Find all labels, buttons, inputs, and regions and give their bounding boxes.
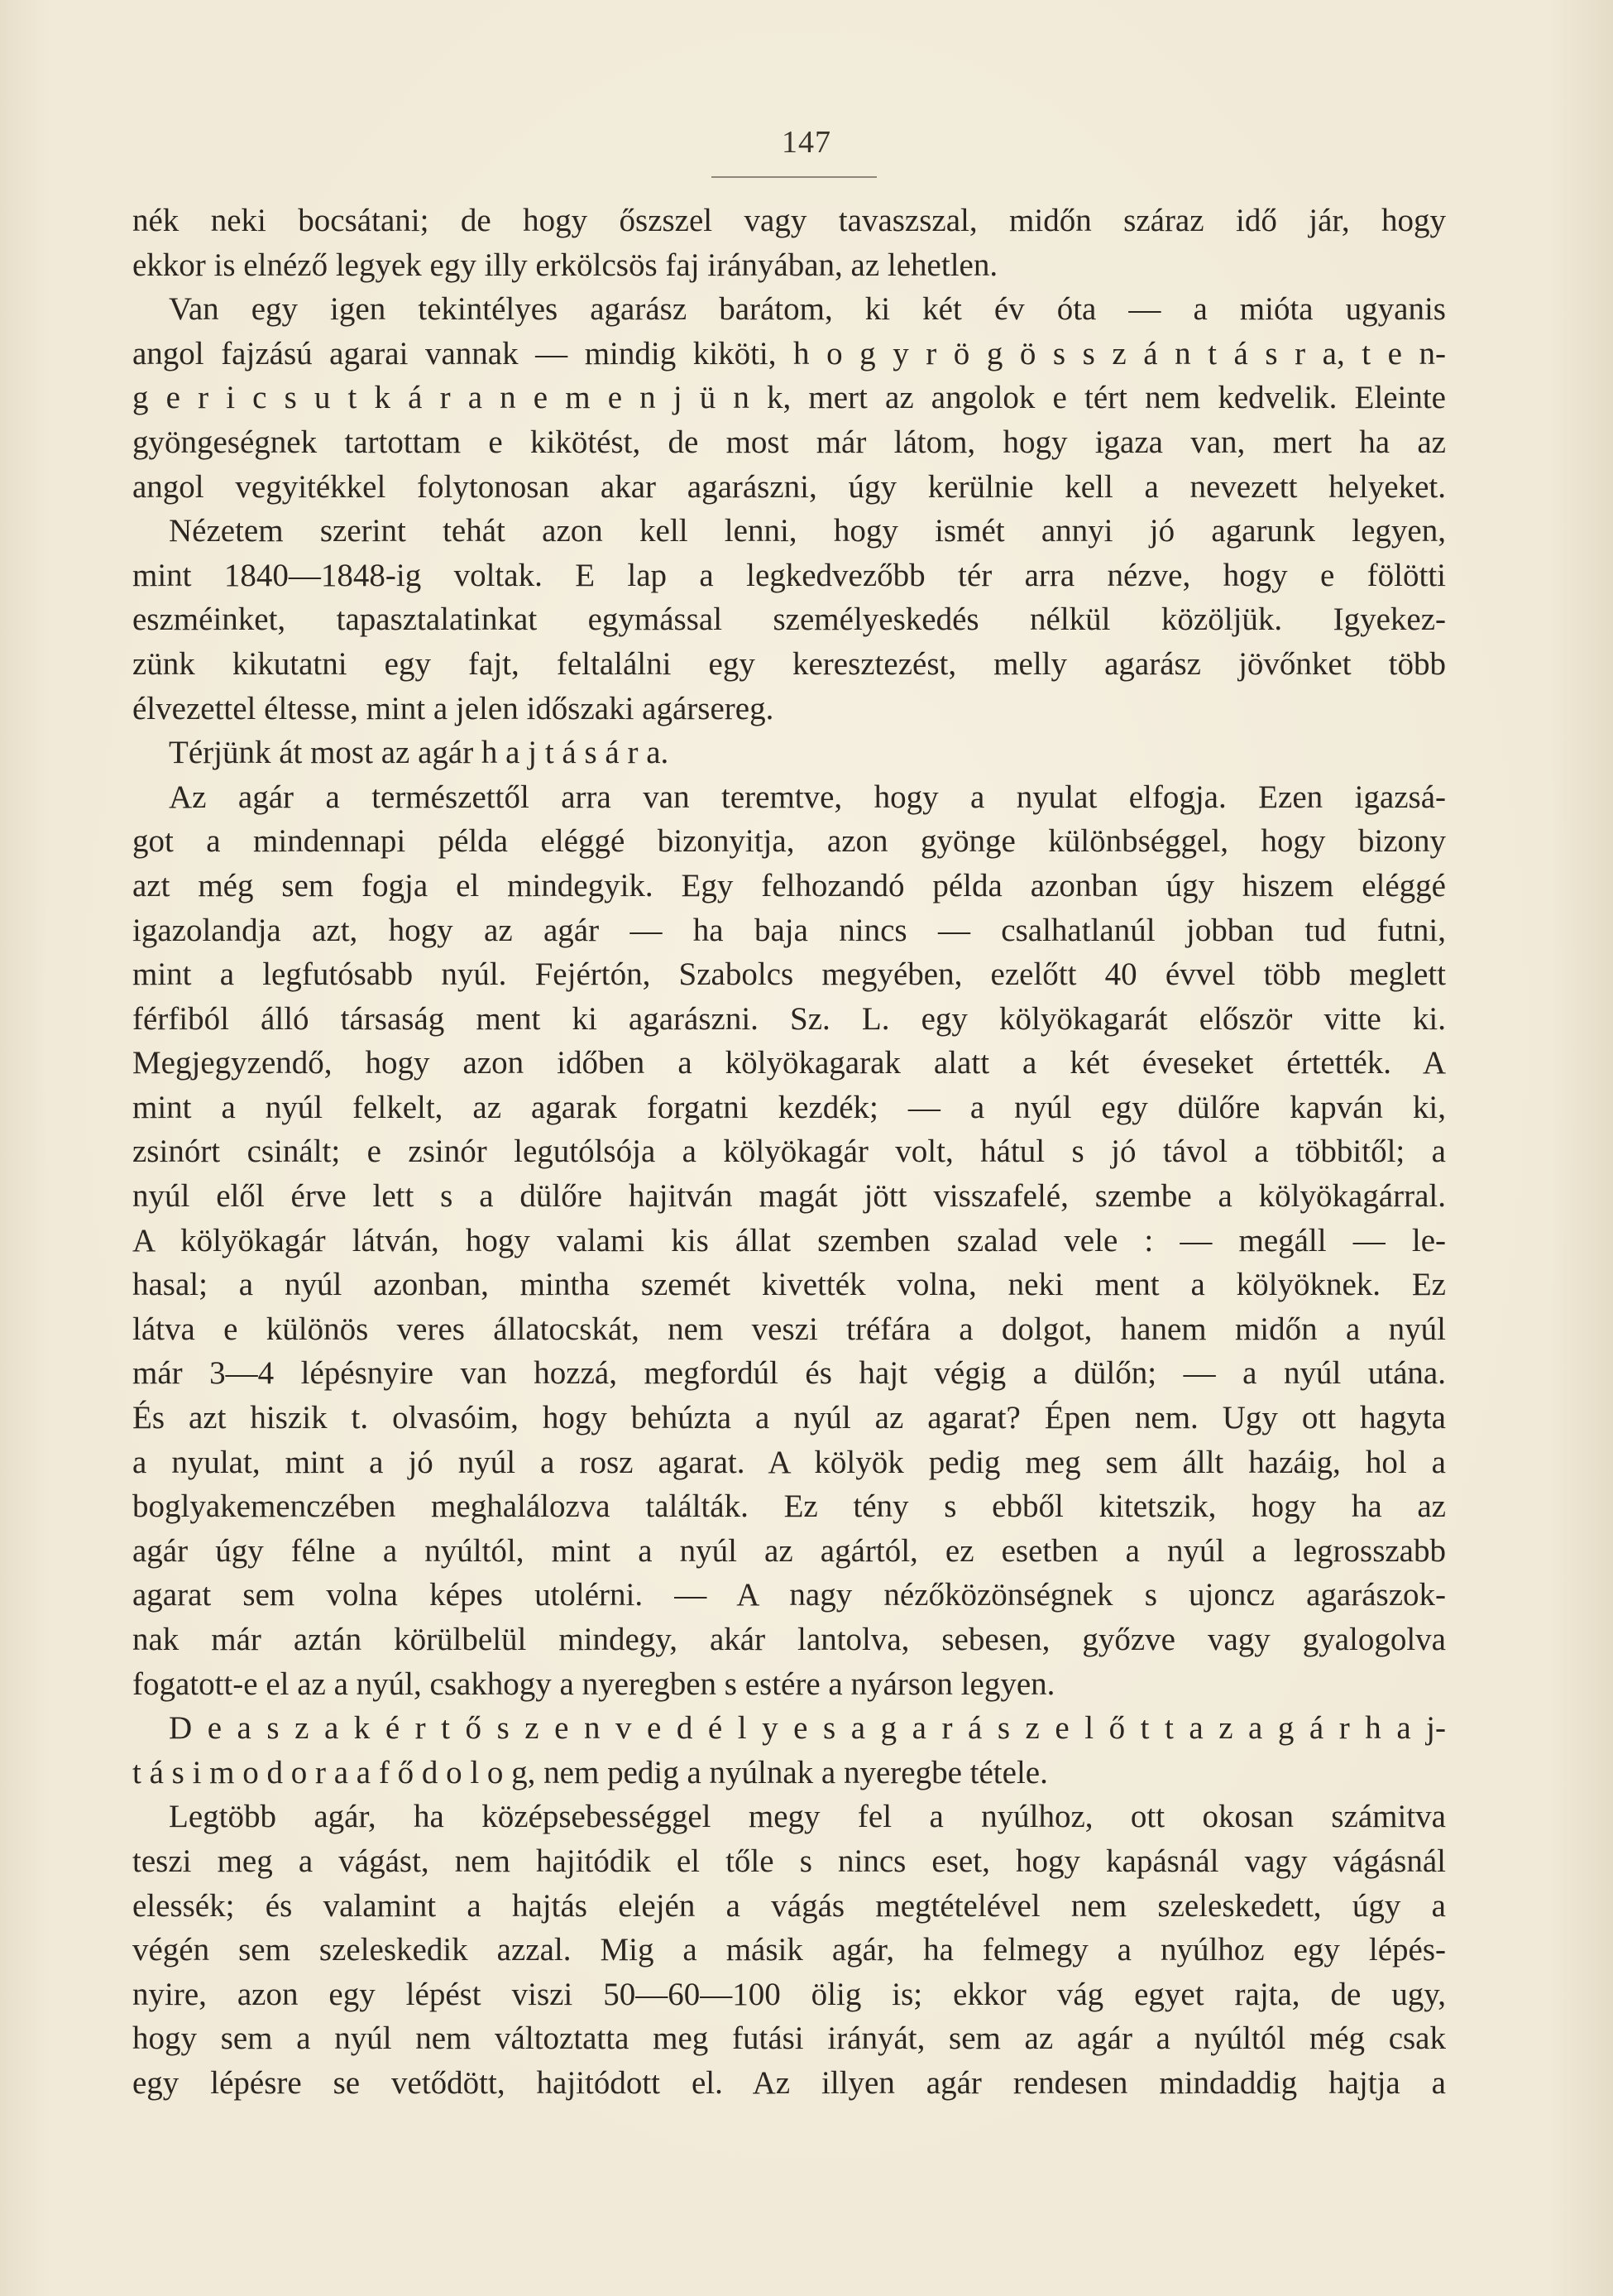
- text-line: ekkor is elnéző legyek egy illy erkölcsös faj irányában, az lehetlen.: [132, 247, 998, 283]
- text-line: zünk kikutatni egy fajt, feltalálni egy keresztezést, melly agarász jövőnket több: [132, 645, 1446, 682]
- text-line: nyire, azon egy lépést viszi 50—60—100 ölig is; ekkor vág egyet rajta, de ugy,: [132, 1976, 1446, 2012]
- text-line: agarat sem volna képes utolérni. — A nagy nézőközönségnek s ujoncz agarászok-: [132, 1577, 1446, 1613]
- text-line: a nyulat, mint a jó nyúl a rosz agarat. A kölyök pedig meg sem állt hazáig, hol a: [132, 1444, 1446, 1480]
- text-line: got a mindennapi példa eléggé bizonyitja, azon gyönge különbséggel, hogy bizony: [132, 823, 1446, 860]
- text-line: mint a legfutósabb nyúl. Fejértón, Szabolcs megyében, ezelőtt 40 évvel több meglett: [132, 956, 1446, 993]
- text-line: t á s i m o d o r a a f ő d o l o g, nem pedig a nyúlnak a nyeregbe tétele.: [132, 1754, 1048, 1790]
- text-line: élvezettel éltesse, mint a jelen időszaki agársereg.: [132, 690, 774, 726]
- text-line: agár úgy félne a nyúltól, mint a nyúl az agártól, ez esetben a nyúl a legrosszabb: [132, 1532, 1446, 1569]
- text-line: nék neki bocsátani; de hogy őszszel vagy tavaszszal, midőn száraz idő jár, hogy: [132, 203, 1446, 238]
- text-line: teszi meg a vágást, nem hajitódik el tőle s nincs eset, hogy kapásnál vagy vágásnál: [132, 1843, 1446, 1879]
- text-line: Van egy igen tekintélyes agarász barátom, ki két év óta — a mióta ugyanis: [169, 291, 1446, 328]
- header-rule: [711, 176, 877, 178]
- text-line: végén sem szeleskedik azzal. Mig a másik agár, ha felmegy a nyúlhoz egy lépés-: [132, 1932, 1446, 1968]
- text-line: D e a s z a k é r t ő s z e n v e d é l y e s a g a r á s z e l ő t t a z a g á r h a j-: [169, 1710, 1446, 1747]
- text-line: angol fajzású agarai vannak — mindig kiköti, h o g y r ö g ö s s z á n t á s r a, t e n-: [132, 335, 1446, 371]
- text-line: angol vegyitékkel folytonosan akar agarászni, úgy kerülnie kell a nevezett helyeket.: [132, 468, 1446, 505]
- text-line: A kölyökagár látván, hogy valami kis állat szemben szalad vele : — megáll — le-: [132, 1222, 1446, 1258]
- text-line: Legtöbb agár, ha középsebességgel megy fel a nyúlhoz, ott okosan számitva: [169, 1799, 1446, 1835]
- text-line: igazolandja azt, hogy az agár — ha baja nincs — csalhatlanúl jobban tud futni,: [132, 912, 1446, 948]
- page-number: 147: [782, 125, 831, 160]
- text-line: azt még sem fogja el mindegyik. Egy felhozandó példa azonban úgy hiszem eléggé: [132, 867, 1446, 904]
- text-line: Megjegyzendő, hogy azon időben a kölyökagarak alatt a két éveseket értették. A: [132, 1045, 1446, 1081]
- text-line: hasal; a nyúl azonban, mintha szemét kivették volna, neki ment a kölyöknek. Ez: [132, 1267, 1446, 1303]
- text-line: boglyakemenczében meghalálozva találták. Ez tény s ebből kitetszik, hogy ha az: [132, 1488, 1446, 1525]
- body-text: [132, 199, 1446, 2106]
- text-line: fogatott-e el az a nyúl, csakhogy a nyeregben s estére a nyárson legyen.: [132, 1666, 1055, 1702]
- text-line: Az agár a természettől arra van teremtve, hogy a nyulat elfogja. Ezen igazsá-: [169, 779, 1446, 815]
- text-line: elessék; és valamint a hajtás elején a vágás megtételével nem szeleskedett, úgy a: [132, 1887, 1446, 1924]
- text-line: nak már aztán körülbelül mindegy, akár lantolva, sebesen, győzve vagy gyalogolva: [132, 1622, 1446, 1657]
- text-line: mint 1840—1848-ig voltak. E lap a legkedvezőbb tér arra nézve, hogy e fölötti: [132, 557, 1446, 593]
- text-line: mint a nyúl felkelt, az agarak forgatni kezdék; — a nyúl egy dülőre kapván ki,: [132, 1089, 1446, 1125]
- text-line: g e r i c s u t k á r a n e m e n j ü n k, mert az angolok e tért nem kedvelik. Eleinte: [132, 380, 1446, 416]
- text-line: nyúl elől érve lett s a dülőre hajitván magát jött visszafelé, szembe a kölyökagárral.: [132, 1178, 1446, 1215]
- text-line: eszméinket, tapasztalatinkat egymással személyeskedés nélkül közöljük. Igyekez-: [132, 602, 1446, 638]
- text-line: És azt hiszik t. olvasóim, hogy behúzta a nyúl az agarat? Épen nem. Ugy ott hagyta: [132, 1400, 1446, 1436]
- text-line: hogy sem a nyúl nem változtatta meg futási irányát, sem az agár a nyúltól még csak: [132, 2020, 1446, 2057]
- text-line: Térjünk át most az agár h a j t á s á r a.: [169, 735, 669, 771]
- text-line: férfiból álló társaság ment ki agarászni. Sz. L. egy kölyökagarát először vitte ki.: [132, 1000, 1446, 1037]
- text-line: már 3—4 lépésnyire van hozzá, megfordúl és hajt végig a dülőn; — a nyúl utána.: [132, 1355, 1446, 1392]
- text-line: Nézetem szerint tehát azon kell lenni, hogy ismét annyi jó agarunk legyen,: [169, 513, 1446, 549]
- text-line: gyöngeségnek tartottam e kikötést, de most már látom, hogy igaza van, mert ha az: [132, 424, 1446, 460]
- text-line: zsinórt csinált; e zsinór legutólsója a kölyökagár volt, hátul s jó távol a többitől; a: [132, 1134, 1446, 1170]
- text-line: látva e különös veres állatocskát, nem veszi tréfára a dolgot, hanem midőn a nyúl: [132, 1311, 1446, 1347]
- text-line: egy lépésre se vetődött, hajitódott el. Az illyen agár rendesen mindaddig hajtja a: [132, 2064, 1446, 2101]
